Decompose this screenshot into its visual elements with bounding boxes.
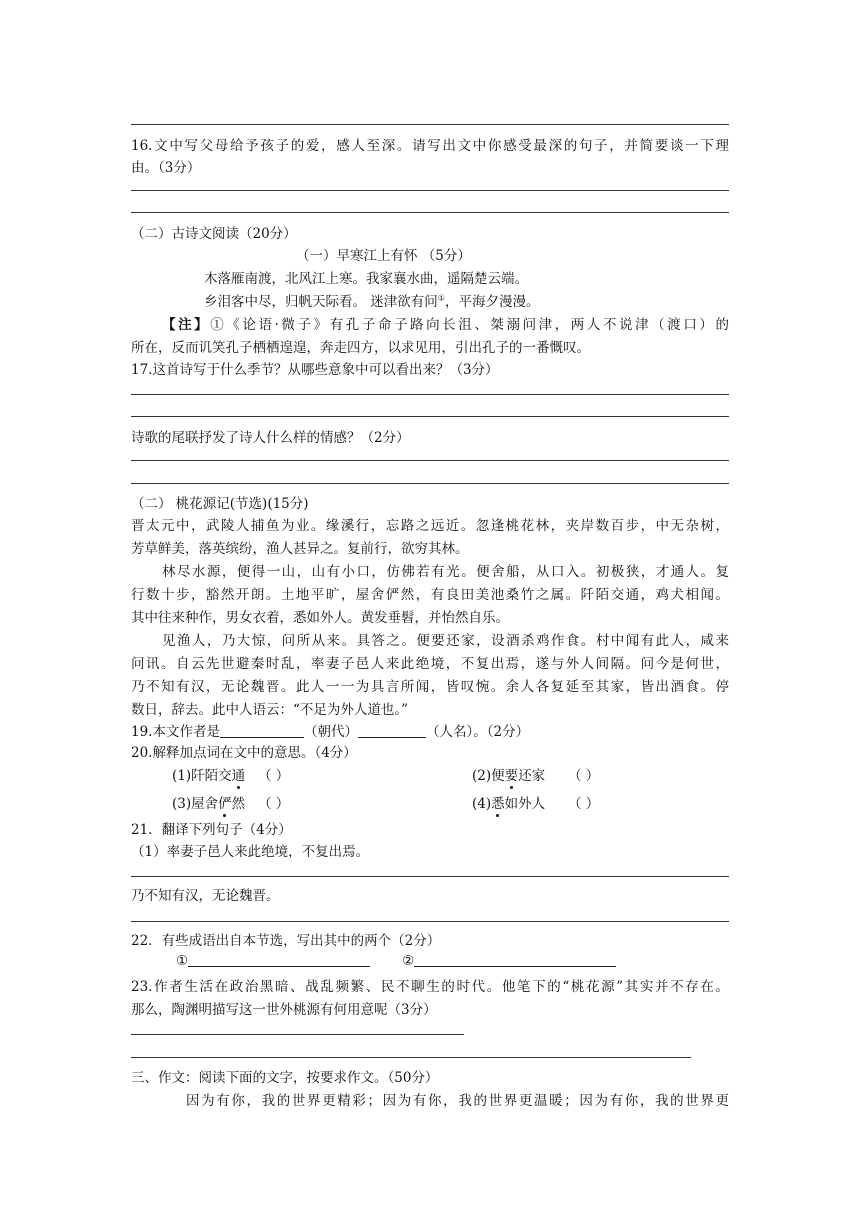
dotted-char: 悉 (491, 796, 505, 812)
poem-line2a: 乡泪客中尽，归帆天际看。 迷津欲有问 (204, 294, 438, 310)
answer-line (131, 460, 729, 461)
q20-text: 20.解释加点词在文中的意思。（4分） (131, 745, 357, 761)
answer-line (131, 416, 729, 417)
q20-item3 (172, 792, 245, 812)
poem-note-line1 (162, 313, 729, 333)
answer-line (131, 921, 729, 922)
taohua-p3-l4: 数日，辞去。此中人语云：“不足为外人道也。” (131, 702, 409, 718)
taohua-p1-l2: 芳草鲜美，落英缤纷，渔人甚异之。复前行，欲穷其林。 (131, 541, 469, 557)
poem-title: （一）早寒江上有怀 （5分） (296, 248, 471, 264)
q16-line2: 由。（3分） (131, 160, 201, 176)
poem-line2 (204, 290, 539, 310)
q19-mid: （朝代） (303, 724, 358, 740)
item-text: (1)阡陌交 (172, 768, 232, 784)
q20-item2-paren[interactable]: （ ） (568, 768, 600, 784)
answer-line (131, 876, 729, 877)
footnote-marker: ① (437, 293, 445, 303)
idiom-blank-1[interactable] (188, 952, 370, 967)
item-text: 如外人 (504, 796, 546, 812)
q22-blanks (176, 952, 616, 969)
item-text: (3)屋舍 (172, 796, 219, 812)
item-text: (4) (472, 796, 492, 812)
taohua-p2-l2: 行数十步，豁然开朗。土地平旷，屋舍俨然，有良田美池桑竹之属。阡陌交通，鸡犬相闻。 (131, 587, 729, 603)
q21-s1: （1）率妻子邑人来此绝境，不复出焉。 (131, 844, 370, 860)
dynasty-blank[interactable] (220, 723, 304, 738)
idiom-marker-2: ② (402, 953, 415, 969)
q21-s2: 乃不知有汉，无论魏晋。 (131, 888, 280, 904)
dotted-char: 要 (504, 768, 519, 784)
answer-line (131, 1057, 691, 1058)
taohua-p2-l1: 林尽水源，便得一山，山有小口，仿佛若有光。便舍船，从口入。初极狭，才通人。复 (162, 564, 729, 580)
q20-item1 (172, 764, 245, 784)
q20-item4-paren[interactable]: （ ） (568, 796, 600, 812)
q23-line1: 23.作者生活在政治黑暗、战乱频繁、民不聊生的时代。他笔下的“桃花源”其实并不存在。 (131, 979, 729, 995)
q19-suffix: （人名）。（2分） (425, 724, 530, 740)
taohua-p2-l3: 其中往来种作，男女衣着，悉如外人。黄发垂髫，并怡然自乐。 (131, 610, 509, 626)
taohua-p3-l1: 见渔人，乃大惊，问所从来。具答之。便要还家，设酒杀鸡作食。村中闻有此人，咸来 (162, 633, 729, 649)
q20-item2 (472, 764, 545, 784)
taohua-title: （二） 桃花源记(节选)(15分) (131, 496, 309, 512)
item-text: (2)便 (472, 768, 505, 784)
taohua-p3-l3: 乃不知有汉，无论魏晋。此人一一为具言所闻，皆叹惋。余人各复延至其家，皆出酒食。停 (131, 679, 729, 695)
q21-text: 21．翻译下列句子（4分） (131, 822, 292, 838)
item-text: 还家 (518, 768, 546, 784)
q19-prefix: 19.本文作者是 (131, 724, 220, 740)
q17-text: 17.这首诗写于什么季节？从哪些意象中可以看出来？（3分） (131, 362, 499, 378)
idiom-blank-2[interactable] (414, 952, 616, 967)
answer-line (131, 1034, 464, 1035)
taohua-p1-l1: 晋太元中，武陵人捕鱼为业。缘溪行，忘路之远近。忽逢桃花林，夹岸数百步，中无杂树， (131, 518, 729, 534)
answer-line (131, 394, 729, 395)
answer-line (131, 190, 729, 191)
q19 (131, 720, 529, 740)
answer-line (131, 483, 729, 484)
note-bracket: 【注】 (162, 317, 211, 333)
poem-note-line2: 所在，反而讥笑孔子栖栖遑遑，奔走四方，以求见用，引出孔子的一番慨叹。 (131, 340, 590, 356)
taohua-p3-l2: 问讯。自云先世避秦时乱，率妻子邑人来此绝境，不复出焉，遂与外人间隔。问今是何世， (131, 656, 729, 672)
answer-line (131, 212, 729, 213)
essay-prompt-line1: 因为有你，我的世界更精彩；因为有你，我的世界更温暖；因为有你，我的世界更 (186, 1093, 729, 1109)
poem-line1: 木落雁南渡，北风江上寒。我家襄水曲，遥隔楚云端。 (204, 271, 528, 287)
item-text: 然 (231, 796, 246, 812)
author-blank[interactable] (358, 723, 426, 738)
section2-header: （二）古诗文阅读（20分） (131, 226, 297, 242)
q23-line2: 那么，陶渊明描写这一世外桃源有何用意呢（3分） (131, 1002, 437, 1018)
poem-line2b: ，平海夕漫漫。 (444, 294, 540, 310)
dotted-char: 通 (231, 768, 246, 784)
q20-item4 (472, 792, 545, 812)
q17-sub: 诗歌的尾联抒发了诗人什么样的情感？（2分） (131, 430, 410, 446)
dotted-char: 俨 (218, 796, 232, 812)
q20-item3-paren[interactable]: （ ） (258, 796, 290, 812)
section3-header: 三、作文：阅读下面的文字，按要求作文。（50分） (131, 1070, 439, 1086)
q22-text: 22．有些成语出自本节选，写出其中的两个（2分） (131, 933, 441, 949)
note-text: ①《论语·微子》有孔子命子路向长沮、桀溺问津，两人不说津（渡口）的 (210, 317, 729, 333)
answer-line (131, 124, 729, 125)
q20-item1-paren[interactable]: （ ） (258, 768, 290, 784)
q16-line1: 16.文中写父母给予孩子的爱，感人至深。请写出文中你感受最深的句子，并简要谈一下理 (131, 138, 729, 154)
idiom-marker-1: ① (176, 953, 189, 969)
